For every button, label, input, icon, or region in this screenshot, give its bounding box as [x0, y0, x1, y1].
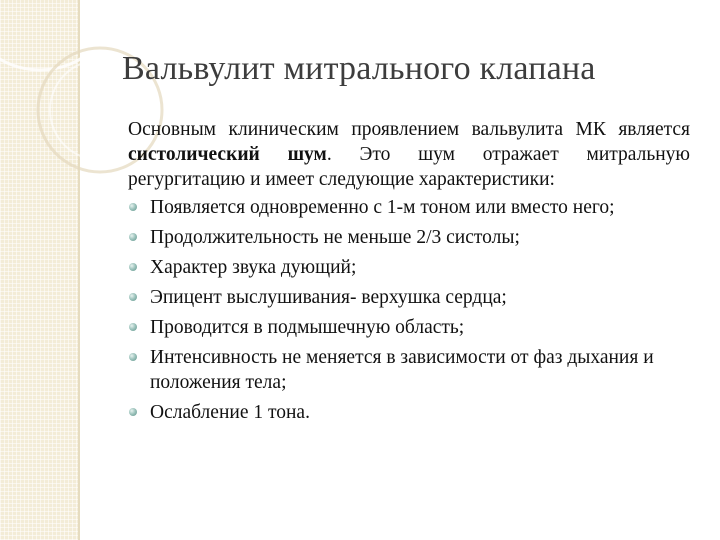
- list-item-text: Проводится в подмышечную область;: [150, 317, 465, 338]
- intro-text-start: Основным клиническим проявлением вальвулита МК является: [128, 119, 690, 140]
- intro-bold-term: систолический шум: [128, 144, 327, 165]
- bullet-icon: [129, 203, 137, 211]
- intro-text-end: . Это шум отражает митральную регургитацию и имеет следующие характеристики:: [128, 144, 690, 190]
- list-item-text: Продолжительность не меньше 2/3 систолы;: [150, 227, 520, 248]
- bullet-icon: [129, 408, 137, 416]
- bullet-icon: [129, 323, 137, 331]
- list-item: [128, 255, 690, 280]
- characteristics-list: [128, 195, 690, 425]
- list-item-text: Появляется одновременно с 1-м тоном или вместо него;: [150, 197, 615, 218]
- list-item-text: Ослабление 1 тона.: [150, 402, 310, 423]
- slide-body: [128, 117, 690, 430]
- intro-paragraph: [128, 117, 690, 192]
- slide-title: Вальвулит митрального клапана: [122, 50, 596, 87]
- list-item: [128, 195, 690, 220]
- list-item: [128, 345, 690, 395]
- list-item: [128, 315, 690, 340]
- list-item: [128, 400, 690, 425]
- list-item: [128, 225, 690, 250]
- bullet-icon: [129, 293, 137, 301]
- bullet-icon: [129, 233, 137, 241]
- list-item: [128, 285, 690, 310]
- list-item-text: Характер звука дующий;: [150, 257, 357, 278]
- bullet-icon: [129, 353, 137, 361]
- list-item-text: Интенсивность не меняется в зависимости от фаз дыхания и положения тела;: [150, 347, 654, 393]
- list-item-text: Эпицент выслушивания- верхушка сердца;: [150, 287, 507, 308]
- bullet-icon: [129, 263, 137, 271]
